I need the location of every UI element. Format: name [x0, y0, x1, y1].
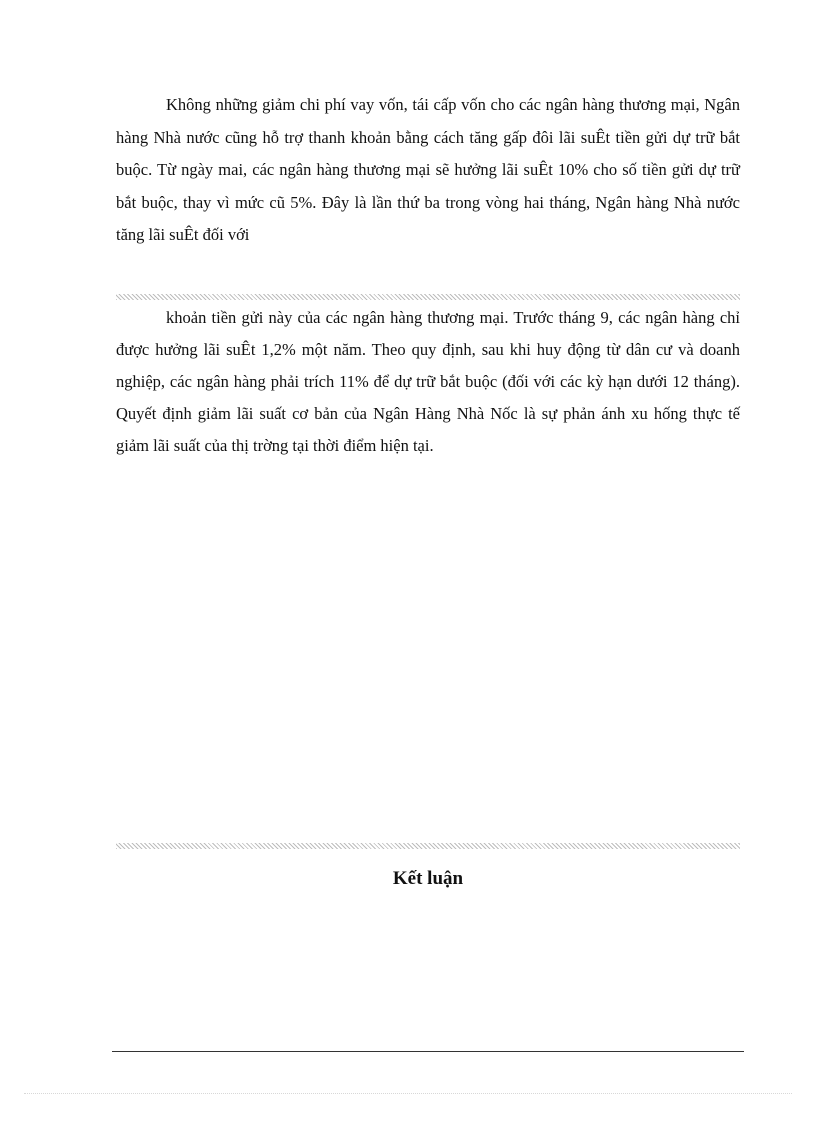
section-divider-1 — [116, 294, 740, 300]
paragraph-1: Không những giảm chi phí vay vốn, tái cấp vốn cho các ngân hàng thương mại, Ngân hàng Nhà nước cũng hỗ trợ thanh khoản bằng cách tăng gấp đôi lãi suÊt tiền gửi dự trữ bắt buộc. Từ ngày mai, các ngân hàng thương mại sẽ hưởng lãi suÊt 10% cho số tiền gửi dự trữ bắt buộc, thay vì mức cũ 5%. Đây là lần thứ ba trong vòng hai tháng, Ngân hàng Nhà nước tăng lãi suÊt đối với — [116, 95, 740, 244]
section-divider-2 — [116, 843, 740, 849]
conclusion-heading: Kết luận — [392, 868, 464, 889]
footer-rule — [112, 1051, 744, 1052]
page-bottom-border — [24, 1093, 792, 1094]
paragraph-2: khoản tiền gửi này của các ngân hàng thương mại. Trước tháng 9, các ngân hàng chỉ được hưởng lãi suÊt 1,2% một năm. Theo quy định, sau khi huy động từ dân cư và doanh nghiệp, các ngân hàng phải trích 11% để dự trữ bắt buộc (đối với các kỳ hạn dưới 12 tháng). Quyết định giảm lãi suất cơ bản của Ngân Hàng Nhà Nốc là sự phản ánh xu hống thực tế giảm lãi suất của thị trờng tại thời điểm hiện tại. — [116, 308, 740, 455]
